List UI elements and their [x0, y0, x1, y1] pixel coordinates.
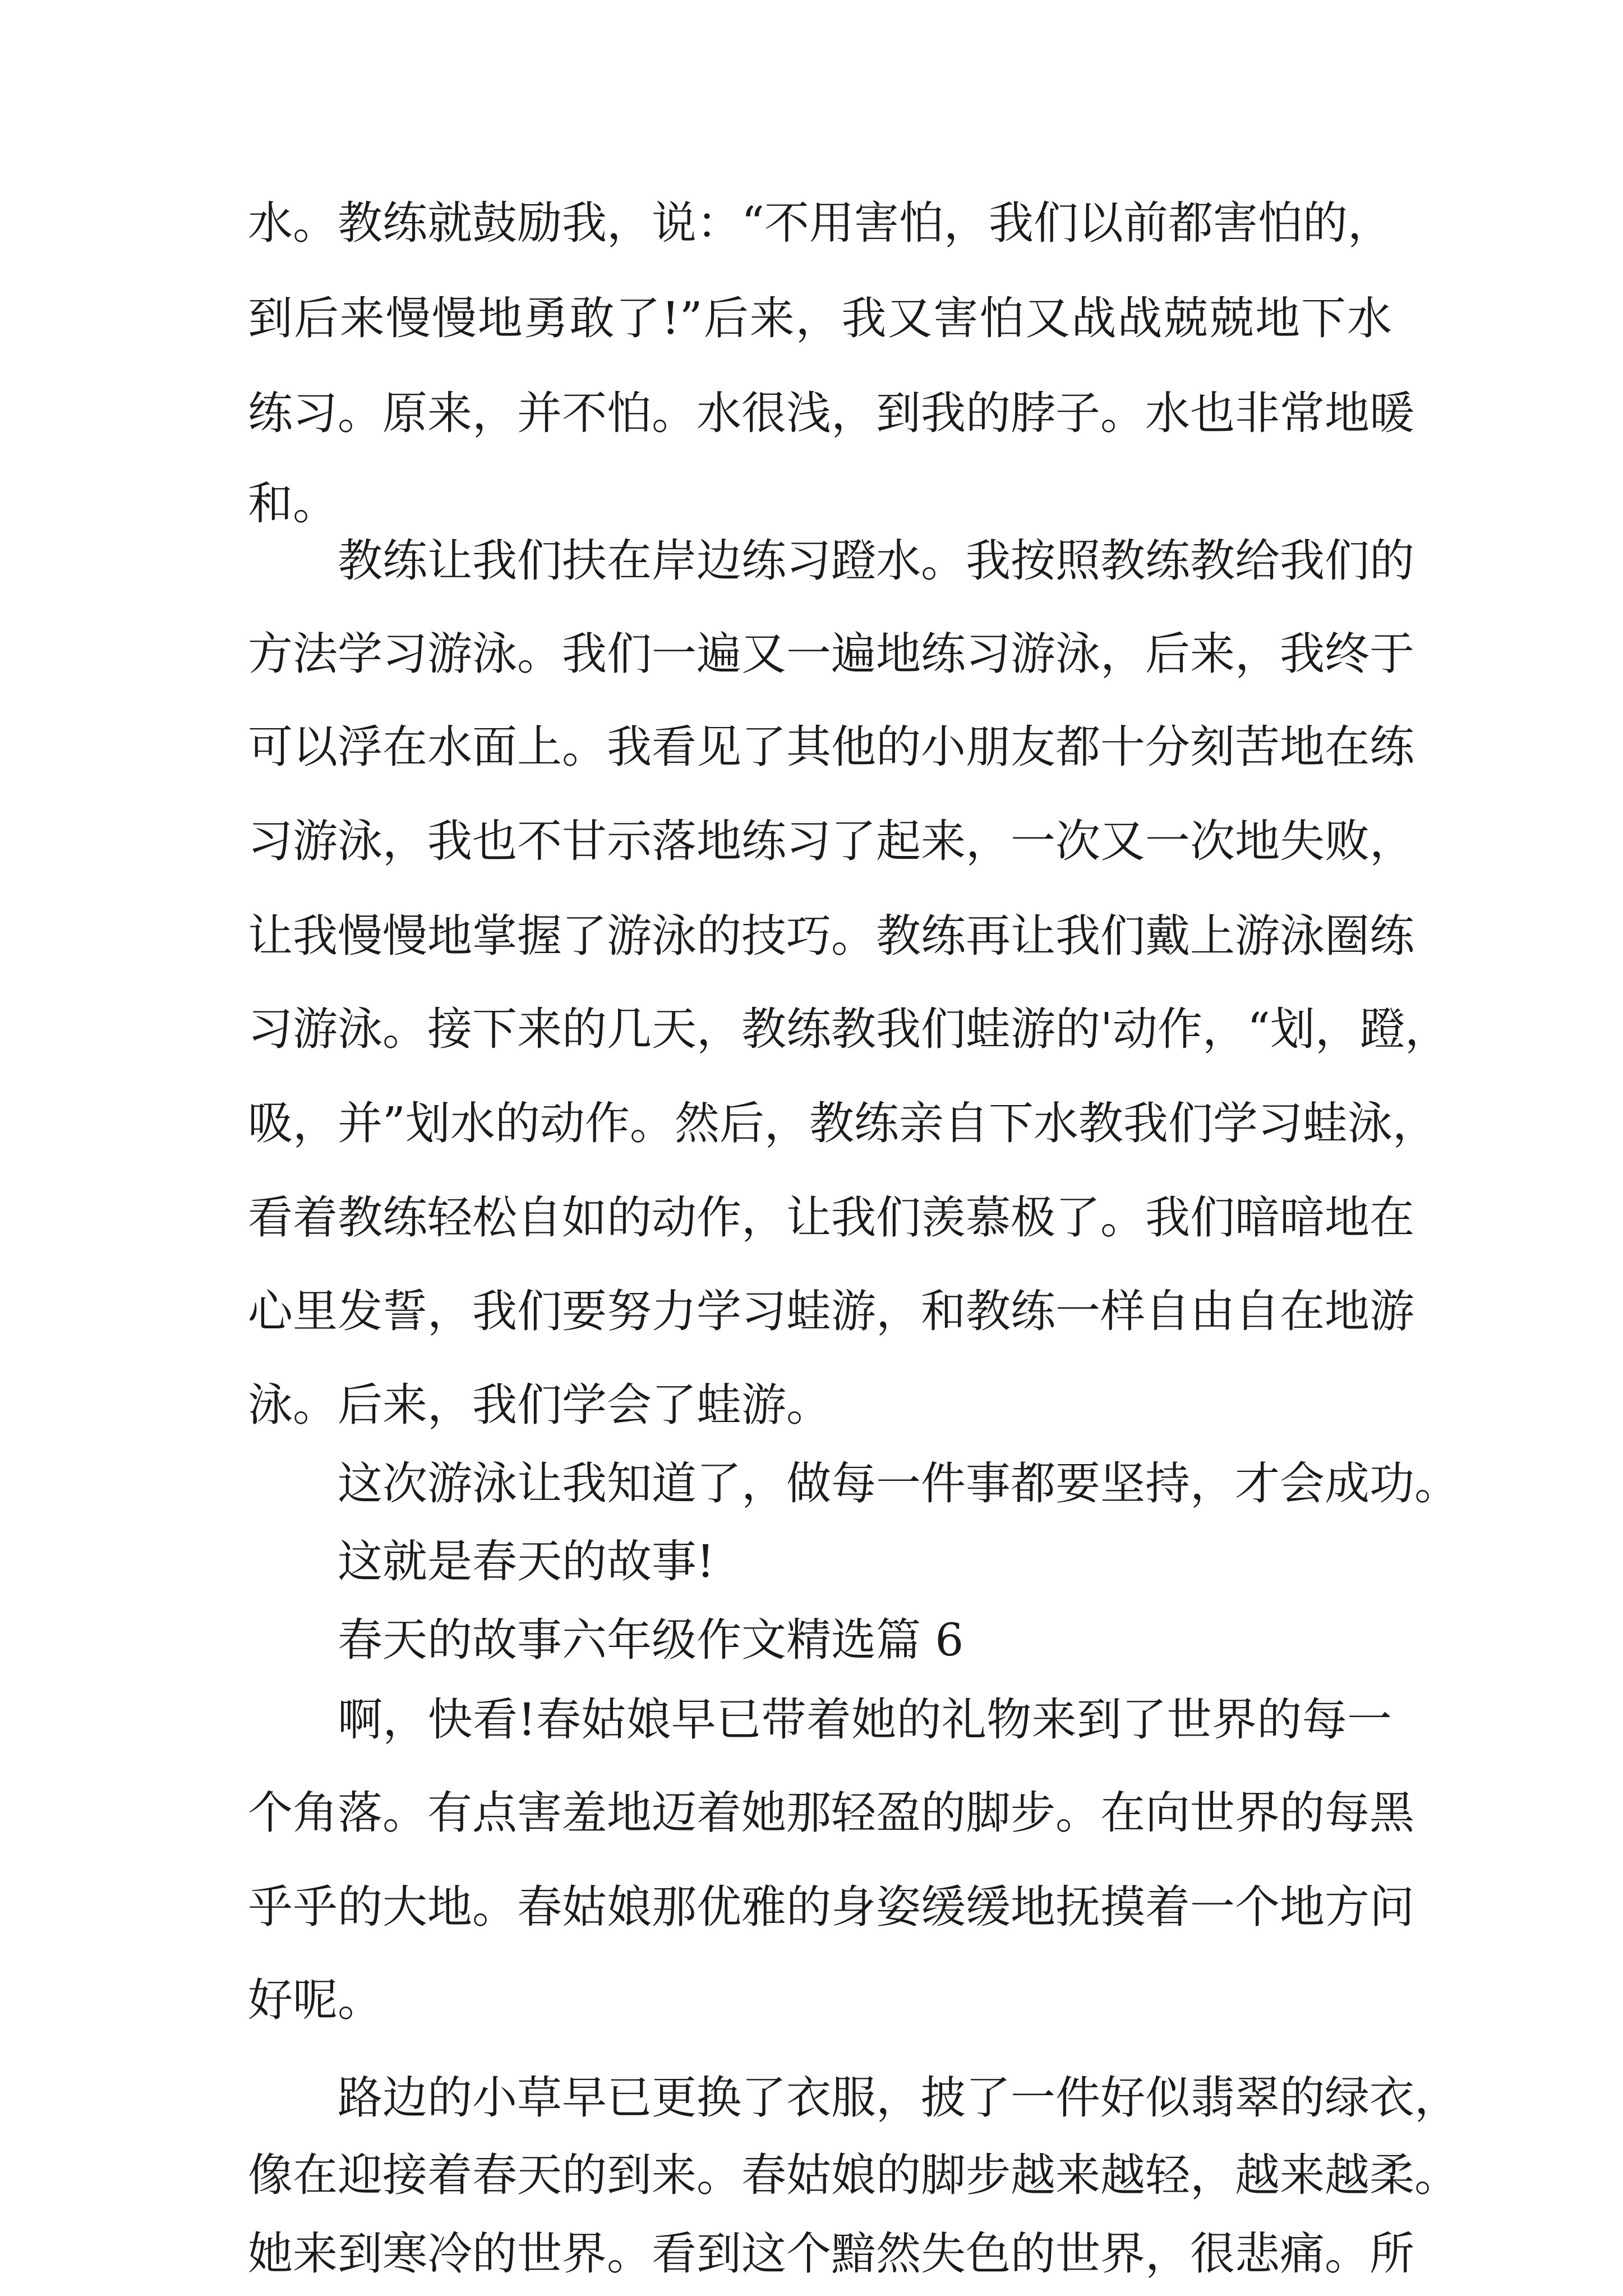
text-line: 练习。原来，并不怕。水很浅，到我的脖子。水也非常地暖 [248, 387, 1414, 439]
text-line: 泳。后来，我们学会了蛙游。 [248, 1379, 831, 1431]
text-line: 吸，并”划水的动作。然后，教练亲自下水教我们学习蛙泳， [248, 1097, 1437, 1149]
text-line: 她来到寒冷的世界。看到这个黯然失色的世界，很悲痛。所 [248, 2228, 1414, 2280]
paragraph-first-line: 路边的小草早已更换了衣服，披了一件好似翡翠的绿衣， [338, 2072, 1459, 2124]
paragraph-first-line: 教练让我们扶在岸边练习蹬水。我按照教练教给我们的 [338, 535, 1414, 587]
paragraph-first-line: 这次游泳让我知道了，做每一件事都要坚持，才会成功。 [338, 1457, 1459, 1510]
text-line: 水。教练就鼓励我，说：“不用害怕，我们以前都害怕的， [248, 197, 1393, 249]
text-line: 方法学习游泳。我们一遍又一遍地练习游泳，后来，我终于 [248, 628, 1414, 680]
text-line: 习游泳。接下来的几天，教练教我们蛙游的'动作，“划，蹬， [248, 1003, 1450, 1055]
paragraph-first-line: 这就是春天的故事! [338, 1535, 715, 1588]
text-line: 可以浮在水面上。我看见了其他的小朋友都十分刻苦地在练 [248, 721, 1414, 773]
text-line: 看着教练轻松自如的动作，让我们羡慕极了。我们暗暗地在 [248, 1191, 1414, 1244]
paragraph-first-line: 啊，快看!春姑娘早已带着她的礼物来到了世界的每一 [338, 1694, 1392, 1746]
text-line: 个角落。有点害羞地迈着她那轻盈的脚步。在向世界的每黑 [248, 1787, 1414, 1839]
text-line: 和。 [248, 477, 338, 530]
text-line: 习游泳，我也不甘示落地练习了起来，一次又一次地失败， [248, 815, 1414, 867]
text-line: 像在迎接着春天的到来。春姑娘的脚步越来越轻，越来越柔。 [248, 2149, 1459, 2201]
text-line: 心里发誓，我们要努力学习蛙游，和教练一样自由自在地游 [248, 1285, 1414, 1337]
section-heading: 春天的故事六年级作文精选篇 6 [338, 1614, 964, 1666]
text-line: 让我慢慢地掌握了游泳的技巧。教练再让我们戴上游泳圈练 [248, 910, 1414, 962]
text-line: 到后来慢慢地勇敢了!”后来，我又害怕又战战兢兢地下水 [248, 292, 1392, 344]
text-line: 乎乎的大地。春姑娘那优雅的身姿缓缓地抚摸着一个地方问 [248, 1881, 1414, 1933]
text-line: 好呢。 [248, 1974, 382, 2026]
